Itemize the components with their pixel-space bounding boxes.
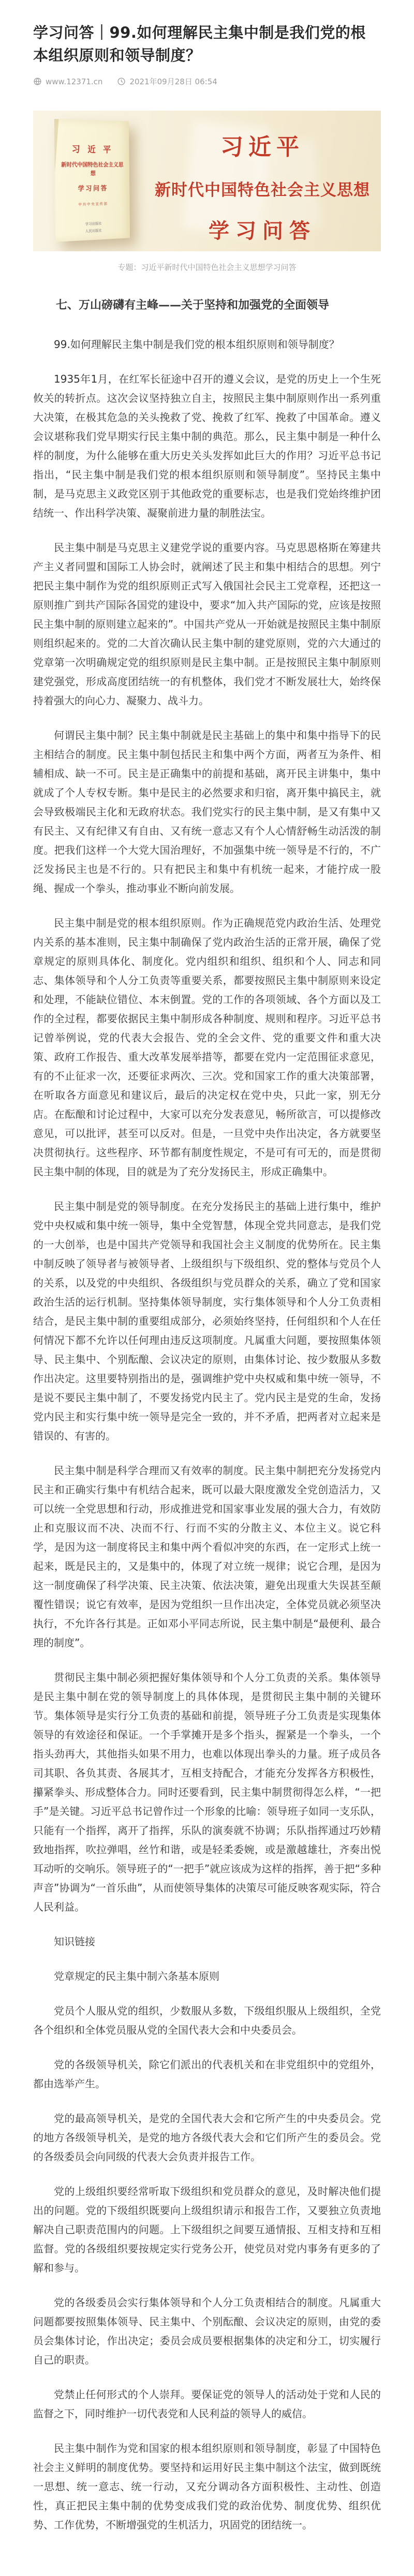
- book-title-line: 学习问答: [78, 185, 108, 193]
- book-title-line: 新时代中国特色社会主义思想: [61, 161, 124, 176]
- knowledge-link-label: 知识链接: [54, 1935, 95, 1948]
- page-title: 学习问答｜99.如何理解民主集中制是我们党的根本组织原则和领导制度？: [33, 24, 366, 64]
- paragraph: 民主集中制是科学合理而又有效率的制度。民主集中制把充分发扬党内民主和正确实行集中有机结合起来，既可以最大限度激发全党创造活力，又可以统一全党思想和行动，形成推进党和国家事业发展的强大合力，有效防止和克服议而不决、决而不行、行而不实的分散主义、本位主义。说它科学，是因为这一制度将民主和集中两个看似冲突的东西，在一定形式上统一起来，既是民主的，又是集中的，体现了对立统一规律；说它合理，是因为这一制度确保了科学决策、民主决策、依法决策，避免出现重大失误甚至颠覆性错误；说它有效率，是因为党组织一旦作出决定，全体党员就必须坚决执行，不允许各行其是。正如邓小平同志所说，民主集中制是“最便利、最合理的制度”。: [33, 1464, 381, 1649]
- principle-item: 党的各级委员会实行集体领导和个人分工负责相结合的制度。凡属重大问题都要按照集体领导、民主集中、个别酝酿、会议决定的原则，由党的委员会集体讨论，作出决定；委员会成员要根据集体的决定和分工，切实履行自己的职责。: [33, 2296, 381, 2367]
- book-cover: [54, 119, 130, 242]
- paragraph: 民主集中制是马克思主义建党学说的重要内容。马克思恩格斯在筹建共产主义者同盟和国际工人协会时，就阐述了民主和集中相结合的思想。列宁把民主集中制作为党的组织原则正式写入俄国社会民主工党章程，还把这一原则推广到共产国际各国党的建设中，要求“加入共产国际的党，应该是按照民主集中制的原则建立起来的”。中国共产党从一开始就是按照民主集中制原则组织起来的。党的二大首次确认民主集中制的建党原则，党的六大通过的党章第一次明确规定党的组织原则是民主集中制。正是按照民主集中制原则建党强党，形成高度团结统一的有机整体，我们党才不断发展壮大，始终保持着强大的向心力、凝聚力、战斗力。: [33, 541, 381, 707]
- clock-icon: [117, 77, 126, 86]
- paragraph: 民主集中制是党的领导制度。在充分发扬民主的基础上进行集中，维护党中央权威和集中统一领导，集中全党智慧，体现全党共同意志，是我们党的一大创举，也是中国共产党领导和我国社会主义制度的优势所在。民主集中制反映了领导者与被领导者、上级组织与下级组织、党的整体与党员个人的关系，以及党的中央组织、各级组织与党员群众的关系，确立了党和国家政治生活的运行机制。坚持集体领导制度，实行集体领导和个人分工负责相结合，是民主集中制的重要组成部分，必须始终坚持，任何组织和个人在任何情况下都不允许以任何理由违反这项制度。凡属重大问题，要按照集体领导、民主集中、个别酝酿、会议决定的原则，由集体讨论、按少数服从多数作出决定。这里要特别指出的是，强调维护党中央权威和集中统一领导，不是说不要民主集中制了，不要发扬党内民主了。党内民主是党的生命，发扬党内民主和实行集中统一领导是完全一致的，并不矛盾，把两者对立起来是错误的、有害的。: [33, 1200, 381, 1443]
- image-caption: 专题：习近平新时代中国特色社会主义思想学习问答: [117, 263, 297, 272]
- book-author: 中共中央宣传部: [78, 202, 108, 207]
- closing-paragraph: 民主集中制作为党和国家的根本组织原则和领导制度，彰显了中国特色社会主义鲜明的制度优势。要坚持和运用好民主集中制这个法宝，做到既统一思想、统一意志、统一行动，又充分调动各方面积极性、主动性、创造性，真正把民主集中制的优势变成我们党的政治优势、制度优势、组织优势、工作优势，不断增强党的生机活力，巩固党的团结统一。: [33, 2442, 381, 2532]
- principle-item: 党的各级领导机关，除它们派出的代表机关和在非党组织中的党组外，都由选举产生。: [33, 2058, 381, 2090]
- hero-headline-line: 学习问答: [209, 219, 316, 243]
- principle-item: 党禁止任何形式的个人崇拜。要保证党的领导人的活动处于党和人民的监督之下，同时维护一切代表党和人民利益的领导人的威信。: [33, 2388, 381, 2420]
- paragraph: 贯彻民主集中制必须把握好集体领导和个人分工负责的关系。集体领导是民主集中制在党的领导制度上的具体体现，是贯彻民主集中制的关键环节。集体领导是实行分工负责的基础和前提，领导班子分工负责是实现集体领导的有效途径和保证。一个手掌摊开是多个指头，握紧是一个拳头，一个指头劲再大，其他指头如果不用力，也难以体现出拳头的力量。班子成员各司其职、各负其责、各展其才，互相支持配合，才能充分发挥各方积极性，攥紧拳头、形成整体合力。同时还要看到，民主集中制贯彻得怎么样，“一把手”是关键。习近平总书记曾作过一个形象的比喻：领导班子如同一支乐队，只能有一个指挥，离开了指挥，乐队的演奏就不协调；乐队指挥通过巧妙精致地指挥，吹拉弹唱，丝竹和谐，或是轻柔委婉，或是激越雄壮，齐奏出悦耳动听的交响乐。领导班子的“一把手”就应该成为这样的指挥，善于把“多种声音”协调为“一首乐曲”，从而使领导集体的决策尽可能反映客观实际，符合人民利益。: [33, 1671, 381, 1914]
- question-heading: 99.如何理解民主集中制是我们党的根本组织原则和领导制度？: [54, 338, 339, 351]
- principle-item: 党的最高领导机关，是党的全国代表大会和它所产生的中央委员会。党的地方各级领导机关，是党的地方各级代表大会和它们所产生的委员会。党的各级委员会向同级的代表大会负责并报告工作。: [33, 2112, 381, 2163]
- principle-item: 党的上级组织要经常听取下级组织和党员群众的意见，及时解决他们提出的问题。党的下级组织既要向上级组织请示和报告工作，又要独立负责地解决自己职责范围内的问题。上下级组织之间要互通情报、互相支持和互相监督。党的各级组织要按规定实行党务公开，使党员对党内事务有更多的了解和参与。: [33, 2185, 381, 2275]
- time-item: [117, 76, 217, 87]
- source-text: www.12371.cn: [46, 77, 103, 86]
- hero-headline-line: 习近平: [220, 134, 304, 160]
- book-publishers: [55, 220, 130, 236]
- book-title-line: 习 近 平: [71, 144, 113, 155]
- section-heading: 七、万山磅礴有主峰——关于坚持和加强党的全面领导: [56, 299, 330, 312]
- meta-row: [33, 76, 381, 87]
- book-publisher: 学习出版社: [85, 221, 102, 226]
- book-publisher: 人民出版社: [85, 228, 102, 233]
- paragraph: 1935年1月，在红军长征途中召开的遵义会议，是党的历史上一个生死攸关的转折点。这次会议坚持独立自主，按照民主集中制原则作出一系列重大决策，在极其危急的关头挽救了党、挽救了红军、挽救了中国革命。遵义会议堪称我们党早期实行民主集中制的典范。那么，民主集中制是一种什么样的制度，为什么能够在重大历史关头发挥如此巨大的作用？习近平总书记指出，“民主集中制是我们党的根本组织原则和领导制度”。坚持民主集中制，是马克思主义政党区别于其他政党的重要标志，也是我们党始终维护团结统一、作出科学决策、凝聚前进力量的制胜法宝。: [33, 373, 381, 520]
- knowledge-title: 党章规定的民主集中制六条基本原则: [54, 1970, 219, 1983]
- publish-time: 2021年09月28日 06:54: [129, 77, 217, 86]
- hero-image: [33, 111, 381, 251]
- paragraph: 何谓民主集中制？民主集中制就是民主基础上的集中和集中指导下的民主相结合的制度。民主集中制包括民主和集中两个方面，两者互为条件、相辅相成、缺一不可。民主是正确集中的前提和基础，离开民主讲集中，集中就成了个人专权专断。集中是民主的必然要求和归宿，离开集中搞民主，就会导致极端民主化和无政府状态。我们党实行的民主集中制，是又有集中又有民主、又有纪律又有自由、又有统一意志又有个人心情舒畅生动活泼的制度。把我们这样一个大党大国治理好，不加强集中统一领导是不行的，不广泛发扬民主也是不行的。只有把民主和集中有机统一起来，才能拧成一股绳、握成一个拳头，推动事业不断向前发展。: [33, 729, 381, 895]
- principle-item: 党员个人服从党的组织，少数服从多数，下级组织服从上级组织，全党各个组织和全体党员服从党的全国代表大会和中央委员会。: [33, 2005, 381, 2037]
- globe-icon: [33, 77, 42, 86]
- paragraph: 民主集中制是党的根本组织原则。作为正确规范党内政治生活、处理党内关系的基本准则，民主集中制确保了党内政治生活的正常开展，确保了党章规定的原则具体化、制度化。党内组织和组织、组织和个人、同志和同志、集体领导和个人分工负责等重要关系，都要按照民主集中制原则来设定和处理，不能缺位错位、本末倒置。党的工作的各项领域、各个方面以及工作的全过程，都要依据民主集中制形成各种制度、规则和程序。习近平总书记曾举例说，党的代表大会报告、党的全会文件、党的重要文件和重大决策、政府工作报告、重大改革发展举措等，都要在党内一定范围征求意见，有的不止征求一次，还要征求两次、三次。党和国家工作的重大决策部署，在听取各方面意见和建议后，最后的决定权在党中央，只此一家，别无分店。在酝酿和讨论过程中，大家可以充分发表意见，畅所欲言，可以提修改意见，可以批评，甚至可以反对。但是，一旦党中央作出决定，各方就要坚决贯彻执行。这些程序、环节都有制度性规定，不是可有可无的，而是贯彻民主集中制的体现，目的就是为了充分发扬民主，形成正确集中。: [33, 917, 381, 1178]
- source-item: [33, 77, 102, 86]
- hero-headline: [149, 128, 376, 244]
- hero-headline-line: 新时代中国特色社会主义思想: [155, 181, 370, 200]
